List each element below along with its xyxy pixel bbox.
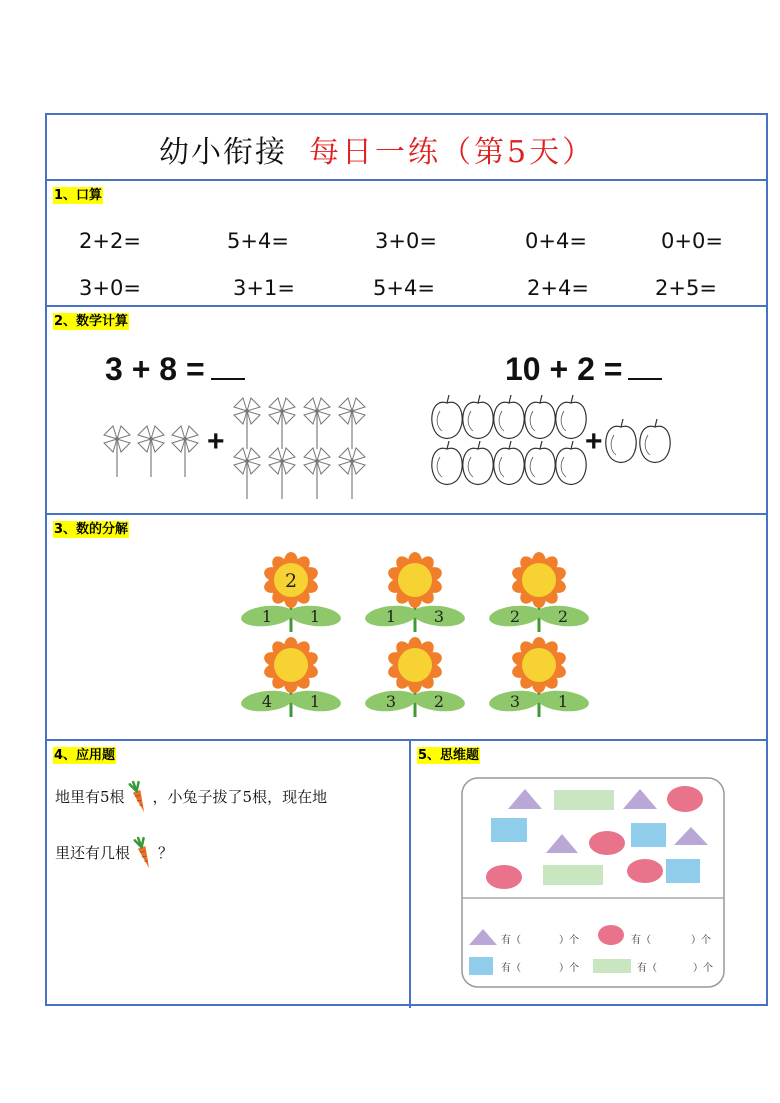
title-black: 幼小衔接 xyxy=(159,135,287,170)
flower-left-number: 1 xyxy=(261,607,273,626)
word-problem-line1 xyxy=(55,781,327,815)
section-oral-arithmetic xyxy=(47,179,766,305)
apple-icon xyxy=(556,441,586,485)
equation-3-plus-8 xyxy=(105,351,245,388)
pinwheel-icon xyxy=(138,426,164,477)
flower-decomposition xyxy=(488,552,590,632)
flower-left-number: 2 xyxy=(509,607,521,626)
pinwheel-icon xyxy=(234,448,260,499)
answer-blank xyxy=(628,352,662,380)
plus-sign: + xyxy=(585,425,603,458)
pinwheel-icon xyxy=(104,426,130,477)
problem-text: 里还有几根 xyxy=(55,844,131,862)
flower-decomposition xyxy=(364,637,466,717)
apple-icon xyxy=(606,419,636,463)
equation-text: 3 + 8 = xyxy=(105,351,205,387)
flower-right-number: 3 xyxy=(433,607,445,626)
flower-right-number: 2 xyxy=(433,692,445,711)
rectangle-shape xyxy=(554,790,614,810)
section2-label: 2、数学计算 xyxy=(54,314,129,329)
equation: 3+1= xyxy=(233,276,295,300)
section-bottom xyxy=(47,739,766,1008)
count-prompt: 有（ xyxy=(631,935,651,946)
pinwheel-illustration xyxy=(97,391,377,501)
flower-decomposition xyxy=(240,637,342,717)
equation: 5+4= xyxy=(227,229,289,253)
carrot-icon xyxy=(126,781,152,815)
flower-left-number: 4 xyxy=(261,692,273,711)
vertical-divider xyxy=(409,741,411,1008)
plus-sign: + xyxy=(207,425,225,458)
apple-icon xyxy=(494,395,524,439)
problem-text: ，小兔子拔了5根，现在地 xyxy=(152,788,328,806)
count-unit: ）个 xyxy=(559,935,579,946)
square-shape xyxy=(666,859,700,883)
flower-right-number: 1 xyxy=(309,692,321,711)
equation: 5+4= xyxy=(373,276,435,300)
apple-icon xyxy=(432,441,462,485)
section1-label: 1、口算 xyxy=(54,188,103,203)
apple-icon xyxy=(463,395,493,439)
equation: 3+0= xyxy=(79,276,141,300)
count-unit: ）个 xyxy=(693,963,713,974)
worksheet-title xyxy=(47,115,766,179)
title-red: 每日一练（第5天） xyxy=(309,135,596,170)
flower-center xyxy=(522,563,556,597)
worksheet xyxy=(45,113,768,1006)
flower-left-number: 1 xyxy=(385,607,397,626)
flower-right-number: 1 xyxy=(557,692,569,711)
pinwheel-icon xyxy=(339,398,365,449)
flower-decomposition-grid xyxy=(237,550,569,740)
count-prompt: 有（ xyxy=(501,963,521,974)
ellipse-legend xyxy=(598,925,624,945)
section4-label: 4、应用题 xyxy=(54,748,116,763)
equation: 2+4= xyxy=(527,276,589,300)
flower-center xyxy=(522,648,556,682)
equation-10-plus-2 xyxy=(505,351,662,388)
pinwheel-icon xyxy=(304,398,330,449)
ellipse-shape xyxy=(627,859,663,883)
square-shape xyxy=(631,823,666,847)
shapes-puzzle xyxy=(461,777,727,989)
equation: 2+2= xyxy=(79,229,141,253)
pinwheel-icon xyxy=(172,426,198,477)
flower-right-number: 2 xyxy=(557,607,569,626)
problem-text: ？ xyxy=(158,844,174,862)
apple-icon xyxy=(640,419,670,463)
ellipse-shape xyxy=(486,865,522,889)
apple-icon xyxy=(494,441,524,485)
ellipse-shape xyxy=(589,831,625,855)
equation-text: 10 + 2 = xyxy=(505,351,623,387)
word-problem-line2 xyxy=(55,837,173,871)
equation: 0+4= xyxy=(525,229,587,253)
flower-top-number: 2 xyxy=(284,570,298,592)
flower-decomposition xyxy=(488,637,590,717)
flower-decomposition xyxy=(364,552,466,632)
pinwheel-icon xyxy=(269,398,295,449)
count-prompt: 有（ xyxy=(637,963,657,974)
equation: 0+0= xyxy=(661,229,723,253)
square-shape xyxy=(491,818,527,842)
equation: 3+0= xyxy=(375,229,437,253)
pinwheel-icon xyxy=(339,448,365,499)
section3-label: 3、数的分解 xyxy=(54,522,129,537)
rectangle-shape xyxy=(543,865,603,885)
section5-label: 5、思维题 xyxy=(418,748,480,763)
pinwheel-icon xyxy=(269,448,295,499)
apple-icon xyxy=(525,441,555,485)
ellipse-shape xyxy=(667,786,703,812)
problem-text: 地里有5根 xyxy=(55,788,125,806)
count-unit: ）个 xyxy=(559,963,579,974)
flower-decomposition xyxy=(240,552,342,632)
pinwheel-icon xyxy=(304,448,330,499)
section-number-decomposition xyxy=(47,513,766,739)
pinwheel-icon xyxy=(234,398,260,449)
flower-left-number: 3 xyxy=(509,692,521,711)
equation: 2+5= xyxy=(655,276,717,300)
section-math-calculation xyxy=(47,305,766,513)
flower-center xyxy=(398,563,432,597)
square-legend xyxy=(469,957,493,975)
rectangle-legend xyxy=(593,959,631,973)
flower-left-number: 3 xyxy=(385,692,397,711)
apple-illustration xyxy=(429,391,679,501)
count-unit: ）个 xyxy=(691,935,711,946)
apple-icon xyxy=(463,441,493,485)
apple-icon xyxy=(525,395,555,439)
apple-icon xyxy=(556,395,586,439)
flower-center xyxy=(398,648,432,682)
answer-blank xyxy=(211,352,245,380)
count-prompt: 有（ xyxy=(501,935,521,946)
flower-right-number: 1 xyxy=(309,607,321,626)
carrot-icon xyxy=(131,837,157,871)
apple-icon xyxy=(432,395,462,439)
flower-center xyxy=(274,648,308,682)
